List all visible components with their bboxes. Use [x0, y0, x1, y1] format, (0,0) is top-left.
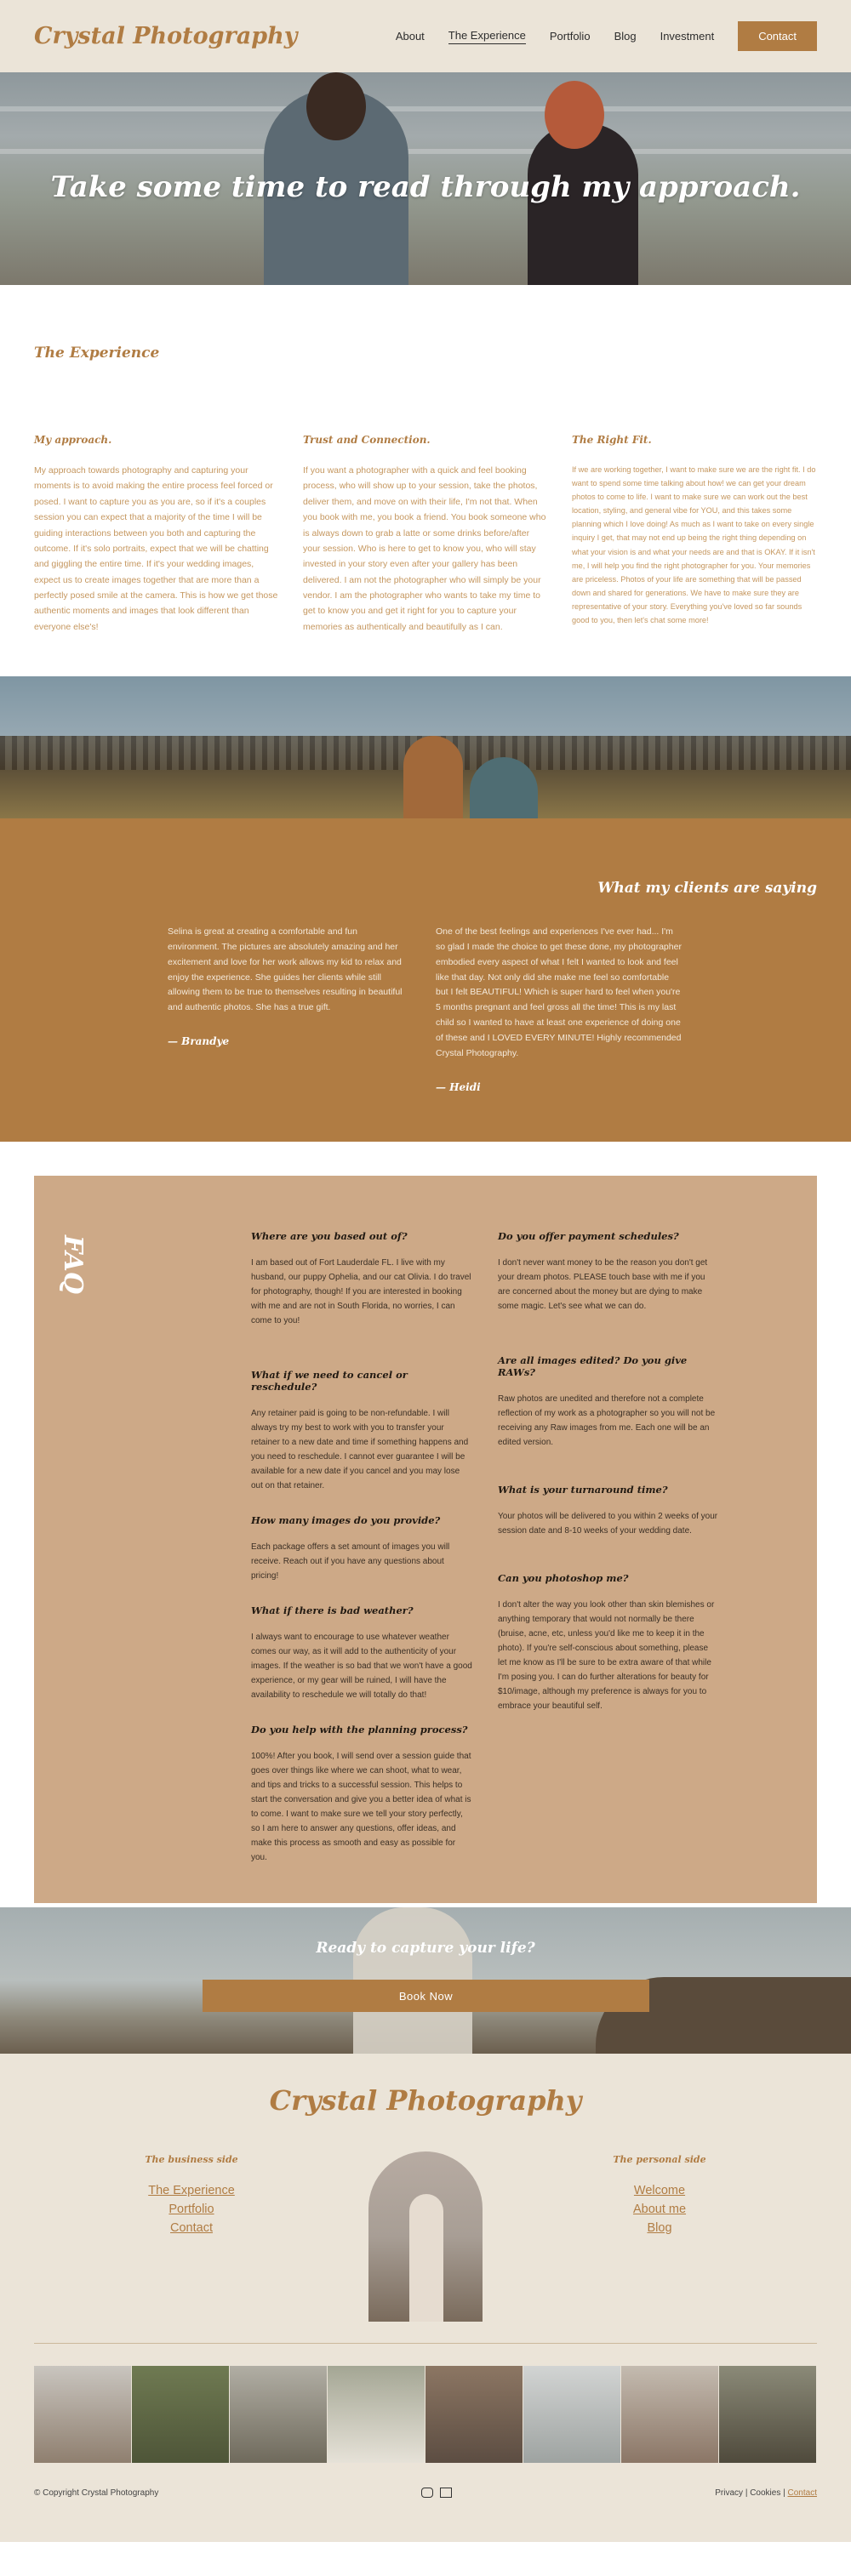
copyright-text: © Copyright Crystal Photography: [34, 2488, 159, 2498]
photo-person-woman: [403, 736, 463, 818]
footer-link-portfolio[interactable]: Portfolio: [168, 2203, 214, 2216]
testimonial-author: — Heidi: [436, 1080, 481, 1093]
testimonials-title: What my clients are saying: [597, 880, 817, 897]
faq-item: [251, 1230, 472, 1328]
contact-button[interactable]: Contact: [738, 21, 817, 51]
hero-wave: [0, 106, 851, 111]
hero-photo-woman: [528, 123, 638, 285]
gallery-image[interactable]: [230, 2366, 328, 2463]
nav-blog[interactable]: Blog: [614, 30, 637, 43]
faq-question: Are all images edited? Do you give RAWs?: [498, 1354, 688, 1378]
footer-personal-links: [566, 2154, 753, 2240]
testimonials-section: [0, 676, 851, 1142]
faq-column-right: [498, 1230, 719, 1886]
footer-bottom-bar: [34, 2488, 817, 2498]
faq-answer: Your photos will be delivered to you within 2 weeks of your session date and 8-10 weeks of your wedding date.: [498, 1512, 718, 1536]
cta-banner: [0, 1907, 851, 2054]
faq-columns: [251, 1230, 719, 1886]
testimonial-list: [168, 925, 683, 1096]
experience-column: [34, 434, 279, 635]
faq-section: [0, 1142, 851, 1873]
experience-section: [0, 285, 851, 676]
faq-answer: I am based out of Fort Lauderdale FL. I live with my husband, our puppy Ophelia, and our cat Olivia. I do travel for photography, though! If you are interested in booking with me and are not in South Florida, no worries, I can come to you!: [251, 1258, 471, 1325]
faq-answer: I always want to encourage to use whatever weather comes our way, as it will add to the authenticity of your images. If the weather is so bad that we won't have a good experience, or my gear will be ruined, I will have the availability to reschedule we will totally do that!: [251, 1633, 472, 1700]
legal-links: [715, 2488, 817, 2498]
privacy-link[interactable]: Privacy: [715, 2488, 744, 2498]
gallery-image[interactable]: [328, 2366, 426, 2463]
faq-answer: 100%! After you book, I will send over a session guide that goes over things like where we can shoot, what to wear, and tips and tricks to a successful session. This helps to start the conversation and give you a better idea of what is to come. I want to make sure we tell your story perfectly, so I am here to answer any questions, offer ideas, and make this process as smooth and easy as possible for you.: [251, 1752, 471, 1862]
column-heading: My approach.: [34, 434, 112, 446]
faq-question: Can you photoshop me?: [498, 1572, 629, 1584]
faq-label: FAQ: [58, 1235, 88, 1294]
cta-heading: Ready to capture your life?: [316, 1940, 535, 1957]
book-now-button[interactable]: Book Now: [203, 1980, 649, 2012]
footer-logo[interactable]: Crystal Photography: [269, 2084, 582, 2117]
faq-answer: I don't alter the way you look other than skin blemishes or anything temporary that would not normally be there (bruise, acne, etc, unless you'd like me to keep it in the photo). If you're self-conscious about something, please let me know as I'll be sure to be extra aware of that while I'm posing you. I can do further alterations for beauty for $10/image, although my preference is always for you to embrace your beautiful self.: [498, 1600, 715, 1711]
gallery-image[interactable]: [719, 2366, 817, 2463]
experience-column: [303, 434, 548, 635]
instagram-gallery: [34, 2366, 817, 2463]
footer-link-welcome[interactable]: Welcome: [633, 2184, 686, 2197]
social-links: [421, 2488, 452, 2498]
faq-answer: Any retainer paid is going to be non-refundable. I will always try my best to work with you to transfer your retainer to a new date and time if something happens and you need to reschedule. I cannot ever guarantee I will be available for a new date if you cancel and you may lose out on that retainer.: [251, 1409, 469, 1490]
hero-photo-man-head: [306, 72, 366, 140]
experience-column: [572, 434, 817, 635]
faq-item: [498, 1572, 719, 1713]
testimonial-text: Selina is great at creating a comfortable and fun environment. The pictures are absolutely amazing and her excitement and love for her work allows my kid to relax and enjoy the experience. She guides her clients while still allowing them to be true to themselves resulting in beautiful and authentic photos. She has a true gift.: [168, 926, 403, 1013]
testimonial-author: — Brandye: [168, 1035, 230, 1048]
photo-person-man: [470, 757, 538, 818]
nav-investment[interactable]: Investment: [660, 30, 715, 43]
experience-columns: [34, 434, 817, 635]
faq-answer: I don't never want money to be the reason you don't get your dream photos. PLEASE touch base with me if you are concerned about the money but are dying to make some magic. Let's see what we can do.: [498, 1258, 708, 1311]
instagram-icon[interactable]: [421, 2488, 433, 2498]
email-icon[interactable]: [440, 2488, 452, 2498]
testimonials-panel: [0, 818, 851, 1142]
faq-question: Do you help with the planning process?: [251, 1724, 468, 1735]
faq-item: [251, 1724, 472, 1865]
footer-portrait-figure: [409, 2194, 443, 2322]
footer-link-blog[interactable]: Blog: [647, 2221, 672, 2235]
column-heading: The Right Fit.: [572, 434, 652, 446]
gallery-image[interactable]: [523, 2366, 621, 2463]
gallery-image[interactable]: [426, 2366, 523, 2463]
site-logo[interactable]: Crystal Photography: [34, 23, 298, 49]
legal-separator: |: [783, 2488, 785, 2498]
faq-column-left: [251, 1230, 472, 1886]
hero-heading: Take some time to read through my approach.: [50, 170, 801, 204]
hero-banner: [0, 72, 851, 285]
faq-answer: Each package offers a set amount of images you will receive. Reach out if you have any questions about pricing!: [251, 1542, 450, 1581]
column-text: If you want a photographer with a quick and feel booking process, who will show up to your session, take the photos, deliver them, and move on with their life, I'm not that. When you book with me, you book a friend. You book someone who is always down to grab a latte or some drinks before/after your session. Who is here to get to know you, who will stay invested in your story even after your gallery has been delivered. I am not the photographer who will simply be your vendor. I am the photographer who wants to take my time to get to know you and get it right for you to capture your memories as authentically and beautifully as I can.: [303, 465, 546, 632]
testimonial-photo: [0, 676, 851, 818]
testimonial-text: One of the best feelings and experiences I've ever had... I'm so glad I made the choice to get these done, my photographer embodied every aspect of what I felt I wanted to look and feel like that day. Not only did she make me feel so comfortable but I felt BEAUTIFUL! Which is super hard to feel when you're 5 months pregnant and feel gross all the time! This is my last child so I wanted to have at least one experience of doing one of these and I LOVED EVERY MINUTE! Highly recommended Crystal Photography.: [436, 926, 682, 1058]
hero-photo-woman-head: [545, 81, 604, 149]
faq-item: [498, 1354, 719, 1450]
faq-question: How many images do you provide?: [251, 1514, 441, 1526]
faq-question: What if there is bad weather?: [251, 1604, 414, 1616]
faq-question: Where are you based out of?: [251, 1230, 408, 1242]
nav-portfolio[interactable]: Portfolio: [549, 30, 591, 43]
site-header: [0, 0, 851, 72]
cookies-link[interactable]: Cookies: [750, 2488, 781, 2498]
main-nav: [396, 21, 817, 51]
experience-title: The Experience: [34, 345, 160, 362]
faq-question: What if we need to cancel or reschedule?: [251, 1369, 408, 1393]
column-text: If we are working together, I want to make sure we are the right fit. I do want to spend some time talking about how! we can get your dream photos to come to life. I want to make sure we can work out the best location, styling, and general vibe for YOU, and this takes some planning which I love doing! As much as I want to take on every single inquiry I get, that may not end up being the right thing depending on what your vision is and what your needs are and that is OKAY. If it isn't me, I will help you find the right photographer for you. Your memories are priceless. Photos of your life are something that will be passed down and shared for generations. We have to make sure they are representative of your story. Everything you've loved so far sounds good to you, then let's chat some more!: [572, 465, 816, 625]
site-footer: [0, 2054, 851, 2542]
nav-the-experience[interactable]: The Experience: [448, 29, 526, 44]
gallery-image[interactable]: [621, 2366, 719, 2463]
faq-item: [251, 1514, 472, 1583]
footer-link-contact[interactable]: Contact: [170, 2221, 213, 2235]
footer-divider: [34, 2343, 817, 2344]
footer-link-about-me[interactable]: About me: [632, 2203, 687, 2216]
footer-personal-heading: The personal side: [613, 2154, 706, 2165]
faq-item: [498, 1230, 719, 1314]
faq-question: What is your turnaround time?: [498, 1484, 668, 1496]
faq-question: Do you offer payment schedules?: [498, 1230, 679, 1242]
footer-portrait-photo: [368, 2151, 483, 2322]
footer-contact-link[interactable]: Contact: [787, 2488, 817, 2498]
footer-business-links: [98, 2154, 285, 2240]
nav-about[interactable]: About: [395, 30, 425, 43]
faq-item: [498, 1484, 719, 1538]
gallery-image[interactable]: [132, 2366, 230, 2463]
faq-item: [251, 1369, 472, 1493]
hero-wave: [0, 149, 851, 154]
column-heading: Trust and Connection.: [303, 434, 431, 446]
faq-answer: Raw photos are unedited and therefore not a complete reflection of my work as a photographer so you will not be receiving any Raw images from me. Each one will be an edited version.: [498, 1394, 716, 1447]
faq-panel: [34, 1176, 817, 1903]
faq-item: [251, 1604, 472, 1702]
testimonial-item: [168, 925, 410, 1096]
footer-business-heading: The business side: [145, 2154, 238, 2165]
footer-link-the-experience[interactable]: The Experience: [148, 2184, 235, 2197]
testimonial-item: [436, 925, 683, 1096]
column-text: My approach towards photography and capturing your moments is to avoid making the entire process feel forced or posed. I want to capture you as you are, so if it's a couples session you can expect that a majority of the time I will be guiding interactions between you both and capturing the outcome. If it's solo portraits, expect that we will be chatting and giggling the entire time. If it's your wedding images, expect us to create images together that are more than a perfectly posed smile at the camera. This is how we get those authentic moments and images that look different than everyone else's!: [34, 465, 278, 632]
gallery-image[interactable]: [34, 2366, 132, 2463]
legal-separator: |: [745, 2488, 748, 2498]
